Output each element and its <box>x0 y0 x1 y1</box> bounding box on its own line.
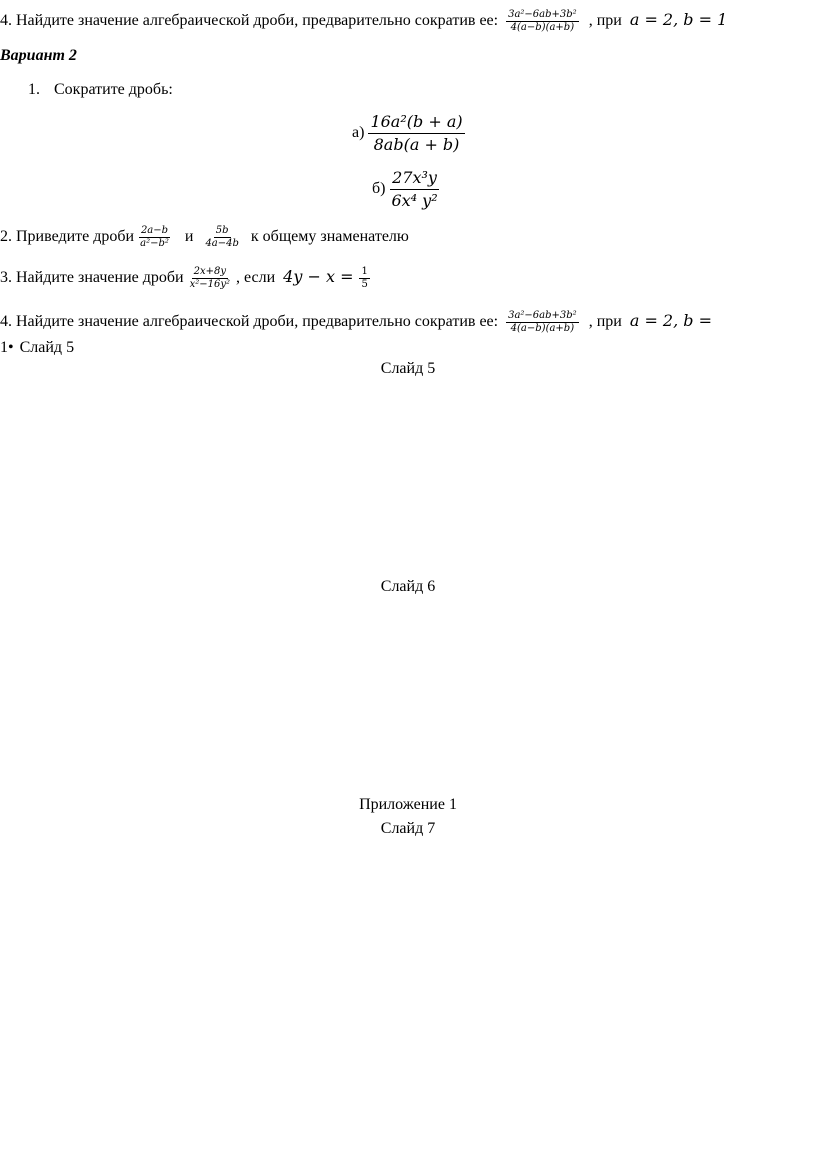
task2-fraction-2 <box>203 225 240 250</box>
task3-cond: 4y − x = <box>283 267 354 286</box>
task2-f1-den: a²−b² <box>140 237 169 249</box>
task3-fraction <box>188 266 232 291</box>
task4-math: a = 2, b = <box>629 311 713 330</box>
task4-tail: , при <box>588 313 622 330</box>
top-task4-tail: , при <box>588 12 622 29</box>
task3-f-den: x²−16y² <box>189 278 230 290</box>
task3-tail: , если <box>236 269 276 286</box>
task1-a-label: а) <box>352 124 365 141</box>
task2-tail: к общему знаменателю <box>250 228 409 245</box>
task4-frac-den: 4(a−b)(a+b) <box>510 322 575 334</box>
task3-f-num: 2x+8y <box>193 265 226 277</box>
top-task4-text: 4. Найдите значение алгебраической дроби, предварительно сократив ее: <box>0 12 499 29</box>
top-task4-frac-den: 4(a−b)(a+b) <box>510 21 575 33</box>
task1-b-den: 6x⁴ y² <box>391 190 438 210</box>
task3-c-den: 5 <box>361 278 368 290</box>
task1-b-num: 27x³y <box>390 167 439 190</box>
task2-f1-num: 2a−b <box>140 224 169 236</box>
variant-heading: Вариант 2 <box>0 47 77 64</box>
task2-line <box>0 220 409 254</box>
task1-b-fraction <box>389 167 439 212</box>
caption-slide5: Слайд 5 <box>380 360 436 377</box>
task2-text: 2. Приведите дроби <box>0 228 135 245</box>
task4-fraction <box>506 310 579 335</box>
task1-a-den: 8ab(a + b) <box>373 134 460 154</box>
task4-continuation <box>0 338 74 358</box>
task2-fraction-1 <box>138 225 171 250</box>
task2-f2-num: 5b <box>215 224 229 236</box>
task3-text: 3. Найдите значение дроби <box>0 269 184 286</box>
task4-text: 4. Найдите значение алгебраической дроби, предварительно сократив ее: <box>0 313 499 330</box>
task3-cond-fraction <box>359 266 369 291</box>
task1-line <box>28 80 173 100</box>
task3-line <box>0 260 370 294</box>
task4-line <box>0 304 712 338</box>
task3-c-num: 1 <box>361 265 368 277</box>
top-task4-frac-num: 3a²−6ab+3b² <box>508 8 577 20</box>
task4-frac-num: 3a²−6ab+3b² <box>508 309 577 321</box>
task1-a <box>352 108 465 158</box>
task4-cont: 1 <box>0 339 8 356</box>
task1-label: 1. <box>28 81 40 98</box>
task1-text: Сократите дробь: <box>54 81 173 98</box>
task1-a-num: 16a²(b + a) <box>368 111 464 134</box>
caption-slide6: Слайд 6 <box>380 578 436 595</box>
task4-bullet-text: Слайд 5 <box>19 339 75 356</box>
top-task4-line <box>0 3 727 37</box>
bullet-icon: • <box>8 339 14 356</box>
task2-f2-den: 4a−4b <box>205 237 239 249</box>
task1-b <box>372 164 440 214</box>
caption-slide7: Слайд 7 <box>380 820 436 837</box>
task1-a-fraction <box>368 111 464 156</box>
top-task4-fraction <box>506 9 579 34</box>
task1-b-label: б) <box>372 180 386 197</box>
top-task4-math: a = 2, b = 1 <box>629 10 728 29</box>
task2-and: и <box>184 228 194 245</box>
caption-appendix: Приложение 1 <box>359 796 457 813</box>
